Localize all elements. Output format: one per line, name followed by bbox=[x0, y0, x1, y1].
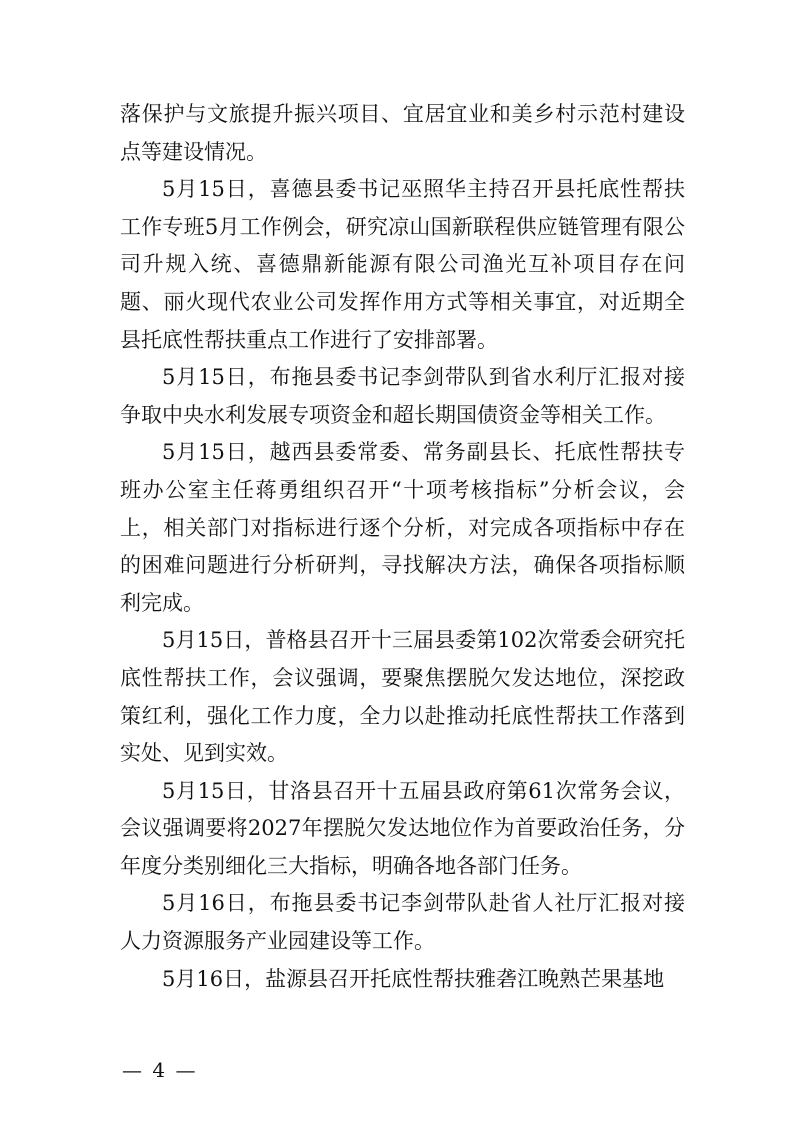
paragraph-3: 5月15日，布拖县委书记李剑带队到省水利厅汇报对接争取中央水利发展专项资金和超长期国债资金等相关工作。 bbox=[120, 365, 685, 427]
paragraph-6: 5月15日，甘洛县召开十五届县政府第61次常务会议，会议强调要将2027年摆脱欠发达地位作为首要政治任务，分年度分类别细化三大指标，明确各地各部门任务。 bbox=[120, 778, 685, 878]
document-body bbox=[120, 96, 685, 998]
paragraph-7: 5月16日，布拖县委书记李剑带队赴省人社厅汇报对接人力资源服务产业园建设等工作。 bbox=[120, 891, 685, 954]
paragraph-5: 5月15日，普格县召开十三届县委第102次常委会研究托底性帮扶工作，会议强调，要聚焦摆脱欠发达地位，深挖政策红利，强化工作力度，全力以赴推动托底性帮扶工作落到实处、见到实效。 bbox=[120, 628, 685, 766]
paragraph-2: 5月15日，喜德县委书记巫照华主持召开县托底性帮扶工作专班5月工作例会，研究凉山国新联程供应链管理有限公司升规入统、喜德鼎新能源有限公司渔光互补项目存在问题、丽火现代农业公司发挥作用方式等相关事宜，对近期全县托底性帮扶重点工作进行了安排部署。 bbox=[120, 177, 685, 352]
paragraph-1: 落保护与文旅提升振兴项目、宜居宜业和美乡村示范村建设点等建设情况。 bbox=[120, 102, 685, 164]
page-number: — 4 — bbox=[122, 1058, 198, 1082]
paragraph-4: 5月15日，越西县委常委、常务副县长、托底性帮扶专班办公室主任蒋勇组织召开“十项考核指标”分析会议，会上，相关部门对指标进行逐个分析，对完成各项指标中存在的困难问题进行分析研判，寻找解决方法，确保各项指标顺利完成。 bbox=[120, 440, 685, 615]
paragraph-8: 5月16日，盐源县召开托底性帮扶雅砻江晚熟芒果基地 bbox=[162, 966, 665, 991]
